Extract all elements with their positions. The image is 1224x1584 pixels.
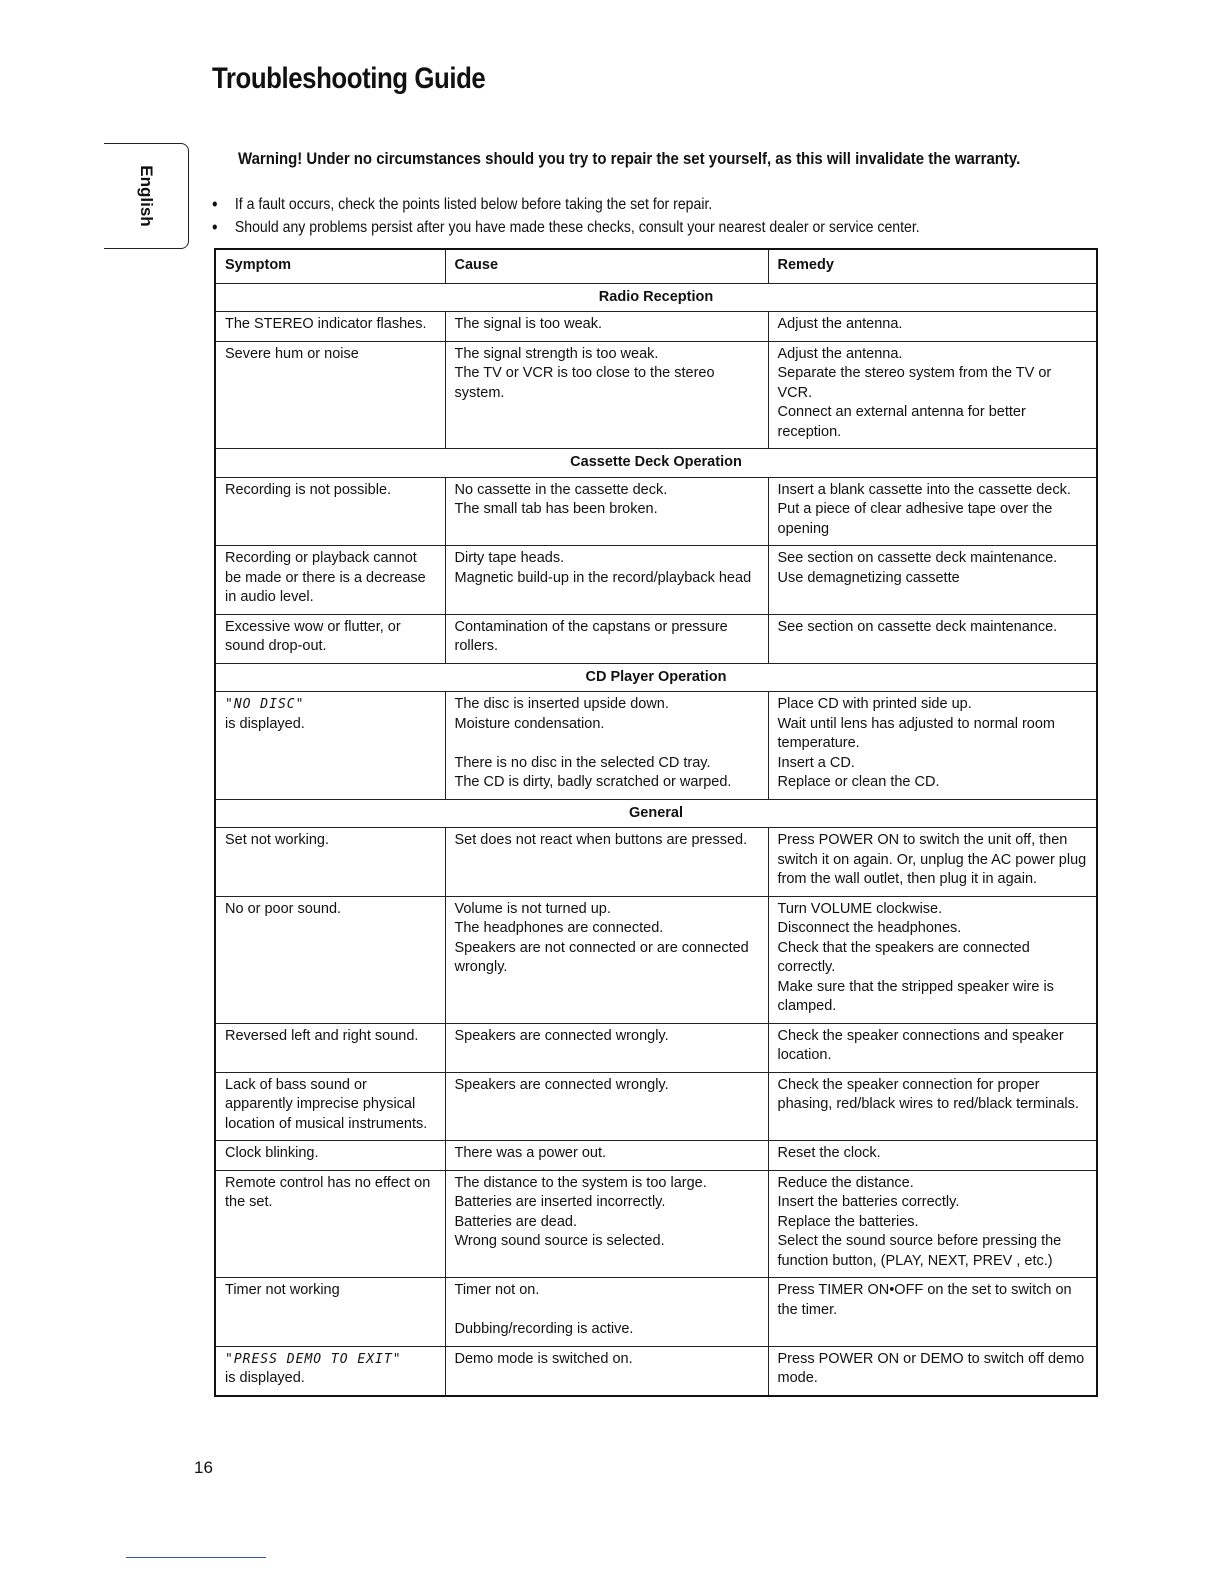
remedy-text: Check the speaker connections and speaker location. — [777, 1027, 1064, 1063]
cause-cell — [445, 341, 768, 449]
table-row — [215, 1072, 1097, 1141]
cause-text: Volume is not turned up. — [454, 900, 611, 917]
cause-text — [455, 1301, 760, 1321]
remedy-text: Press POWER ON or DEMO to switch off demo mode. — [777, 1350, 1085, 1386]
language-tab — [104, 143, 189, 249]
cause-text: Dubbing/recording is active. — [454, 1321, 634, 1337]
section-title: General — [215, 799, 1097, 828]
cause-cell — [445, 896, 768, 1023]
remedy-cell — [768, 1023, 1097, 1072]
remedy-text: See section on cassette deck maintenance. — [777, 550, 1058, 566]
symptom-text: Excessive wow or flutter, or sound drop-out. — [225, 618, 401, 654]
symptom-cell — [215, 312, 445, 342]
symptom-cell — [215, 546, 445, 615]
remedy-cell — [768, 546, 1097, 615]
symptom-cell — [215, 1072, 445, 1141]
remedy-text: Press POWER ON to switch the unit off, then switch it on again. Or, unplug the AC power plug from the wall outlet, then plug it in again. — [777, 832, 1087, 887]
remedy-text: Separate the stereo system from the TV or VCR. — [777, 365, 1052, 401]
table-row — [215, 341, 1097, 449]
remedy-cell — [768, 312, 1097, 342]
symptom-cell — [215, 477, 445, 546]
symptom-text: is displayed. — [225, 715, 305, 732]
table-row — [215, 1346, 1097, 1396]
instruction-list — [212, 193, 1016, 239]
cause-text: The disc is inserted upside down. — [454, 696, 669, 712]
header-remedy: Remedy — [768, 249, 1097, 283]
section-row — [215, 283, 1097, 312]
remedy-text: Insert the batteries correctly. — [777, 1194, 960, 1210]
cause-text: The small tab has been broken. — [454, 501, 658, 517]
cause-cell — [445, 477, 768, 546]
remedy-text: Reduce the distance. — [777, 1174, 914, 1191]
symptom-text: Set not working. — [225, 832, 329, 848]
symptom-cell — [215, 828, 445, 897]
remedy-text: Replace or clean the CD. — [777, 774, 940, 790]
cause-text: The TV or VCR is too close to the stereo system. — [454, 365, 715, 401]
cause-cell — [445, 692, 768, 800]
remedy-cell — [768, 1141, 1097, 1171]
troubleshooting-table — [214, 248, 1098, 1397]
remedy-text: Adjust the antenna. — [777, 316, 903, 332]
symptom-text: Lack of bass sound or apparently imprecise physical location of musical instruments. — [225, 1076, 428, 1132]
table-row — [215, 1170, 1097, 1278]
cause-text: The headphones are connected. — [454, 920, 664, 936]
remedy-text: Turn VOLUME clockwise. — [777, 900, 943, 917]
remedy-cell — [768, 341, 1097, 449]
cause-text: Dirty tape heads. — [454, 550, 565, 566]
remedy-text: Put a piece of clear adhesive tape over the opening — [777, 501, 1053, 537]
cause-text: The signal strength is too weak. — [454, 345, 659, 362]
cause-text: Speakers are not connected or are connected wrongly. — [454, 939, 749, 975]
remedy-text: Check the speaker connection for proper phasing, red/black wires to red/black terminals. — [777, 1076, 1079, 1112]
remedy-cell — [768, 1346, 1097, 1396]
table-row — [215, 546, 1097, 615]
symptom-cell — [215, 896, 445, 1023]
cause-text: Timer not on. — [454, 1282, 540, 1298]
page-title: Troubleshooting Guide — [212, 62, 486, 95]
section-row — [215, 449, 1097, 478]
cause-cell — [445, 614, 768, 663]
table-row — [215, 312, 1097, 342]
symptom-text: Recording or playback cannot be made or there is a decrease in audio level. — [225, 550, 426, 605]
remedy-cell — [768, 896, 1097, 1023]
section-title: Radio Reception — [215, 283, 1097, 312]
symptom-text: Reversed left and right sound. — [225, 1027, 419, 1044]
table-row — [215, 1023, 1097, 1072]
symptom-text: is displayed. — [225, 1370, 305, 1386]
section-title: Cassette Deck Operation — [215, 449, 1097, 478]
remedy-cell — [768, 614, 1097, 663]
cause-text: Magnetic build-up in the record/playback head — [454, 569, 752, 586]
remedy-cell — [768, 1072, 1097, 1141]
cause-text: Contamination of the capstans or pressure rollers. — [454, 618, 728, 654]
instruction-item: • If a fault occurs, check the points listed below before taking the set for repair. — [212, 193, 920, 216]
remedy-cell — [768, 692, 1097, 800]
cause-text: Demo mode is switched on. — [454, 1350, 633, 1367]
remedy-text: Make sure that the stripped speaker wire is clamped. — [777, 978, 1054, 1014]
cause-cell — [445, 546, 768, 615]
remedy-cell — [768, 1170, 1097, 1278]
cause-text: No cassette in the cassette deck. — [454, 481, 668, 498]
symptom-cell — [215, 341, 445, 449]
warning-text: Warning! Under no circumstances should you try to repair the set yourself, as this will invalidate the warranty. — [238, 149, 1021, 168]
cause-text: Batteries are inserted incorrectly. — [454, 1194, 666, 1210]
section-row — [215, 799, 1097, 828]
cause-text: There was a power out. — [454, 1145, 607, 1161]
cause-text: Batteries are dead. — [454, 1213, 578, 1230]
symptom-cell — [215, 1170, 445, 1278]
remedy-text: Replace the batteries. — [777, 1213, 919, 1230]
remedy-cell — [768, 1278, 1097, 1347]
table-row — [215, 896, 1097, 1023]
table-row — [215, 1141, 1097, 1171]
section-row — [215, 663, 1097, 692]
table-header-row — [215, 249, 1097, 283]
scan-artifact-line — [126, 1557, 266, 1558]
table-row — [215, 1278, 1097, 1347]
remedy-text: Place CD with printed side up. — [777, 696, 972, 712]
display-message: "NO DISC" — [225, 697, 305, 712]
remedy-text: Select the sound source before pressing the function button, (PLAY, NEXT, PREV , etc.) — [777, 1233, 1062, 1269]
language-tab-label: English — [137, 165, 156, 227]
table-row — [215, 828, 1097, 897]
remedy-text: Adjust the antenna. — [777, 345, 903, 362]
display-message: "PRESS DEMO TO EXIT" — [225, 1351, 402, 1367]
remedy-text: Use demagnetizing cassette — [777, 569, 960, 586]
cause-cell — [445, 828, 768, 897]
remedy-text: Insert a CD. — [777, 754, 855, 771]
symptom-text: Clock blinking. — [225, 1145, 319, 1161]
cause-text — [455, 734, 760, 754]
symptom-text: The STEREO indicator flashes. — [225, 316, 427, 332]
symptom-text: No or poor sound. — [225, 900, 342, 917]
remedy-text: Reset the clock. — [777, 1145, 881, 1161]
cause-cell — [445, 1170, 768, 1278]
remedy-text: Connect an external antenna for better reception. — [777, 404, 1026, 440]
header-cause: Cause — [445, 249, 768, 283]
cause-cell — [445, 1346, 768, 1396]
symptom-cell — [215, 614, 445, 663]
header-symptom: Symptom — [215, 249, 445, 283]
cause-text: There is no disc in the selected CD tray. — [454, 754, 711, 771]
cause-cell — [445, 1023, 768, 1072]
symptom-cell — [215, 1023, 445, 1072]
table-row — [215, 477, 1097, 546]
table-row — [215, 614, 1097, 663]
cause-text: Speakers are connected wrongly. — [454, 1027, 669, 1044]
table-body — [215, 283, 1097, 1396]
cause-text: The signal is too weak. — [454, 316, 602, 332]
symptom-text: Timer not working — [225, 1282, 340, 1298]
remedy-text: Press TIMER ON•OFF on the set to switch on the timer. — [777, 1282, 1072, 1318]
remedy-cell — [768, 477, 1097, 546]
cause-cell — [445, 1072, 768, 1141]
instruction-item: • Should any problems persist after you have made these checks, consult your nearest dealer or service center. — [212, 216, 920, 239]
symptom-cell — [215, 1278, 445, 1347]
table-row — [215, 692, 1097, 800]
symptom-cell — [215, 692, 445, 800]
cause-cell — [445, 1278, 768, 1347]
symptom-cell — [215, 1141, 445, 1171]
symptom-text: Severe hum or noise — [225, 345, 359, 362]
symptom-text: Remote control has no effect on the set. — [225, 1174, 431, 1210]
symptom-text: Recording is not possible. — [225, 481, 392, 498]
remedy-text: Insert a blank cassette into the cassette deck. — [777, 481, 1071, 498]
cause-text: Set does not react when buttons are pressed. — [454, 832, 748, 848]
remedy-text: See section on cassette deck maintenance. — [777, 618, 1058, 635]
cause-text: Speakers are connected wrongly. — [454, 1076, 669, 1093]
cause-cell — [445, 312, 768, 342]
cause-text: Moisture condensation. — [454, 715, 605, 732]
cause-text: The CD is dirty, badly scratched or warped. — [454, 774, 732, 790]
symptom-cell — [215, 1346, 445, 1396]
remedy-text: Disconnect the headphones. — [777, 920, 962, 936]
remedy-cell — [768, 828, 1097, 897]
cause-cell — [445, 1141, 768, 1171]
remedy-text: Check that the speakers are connected correctly. — [777, 939, 1030, 975]
cause-text: Wrong sound source is selected. — [454, 1233, 665, 1249]
section-title: CD Player Operation — [215, 663, 1097, 692]
remedy-text: Wait until lens has adjusted to normal room temperature. — [777, 715, 1056, 751]
page-number: 16 — [194, 1458, 213, 1477]
cause-text: The distance to the system is too large. — [454, 1174, 707, 1191]
